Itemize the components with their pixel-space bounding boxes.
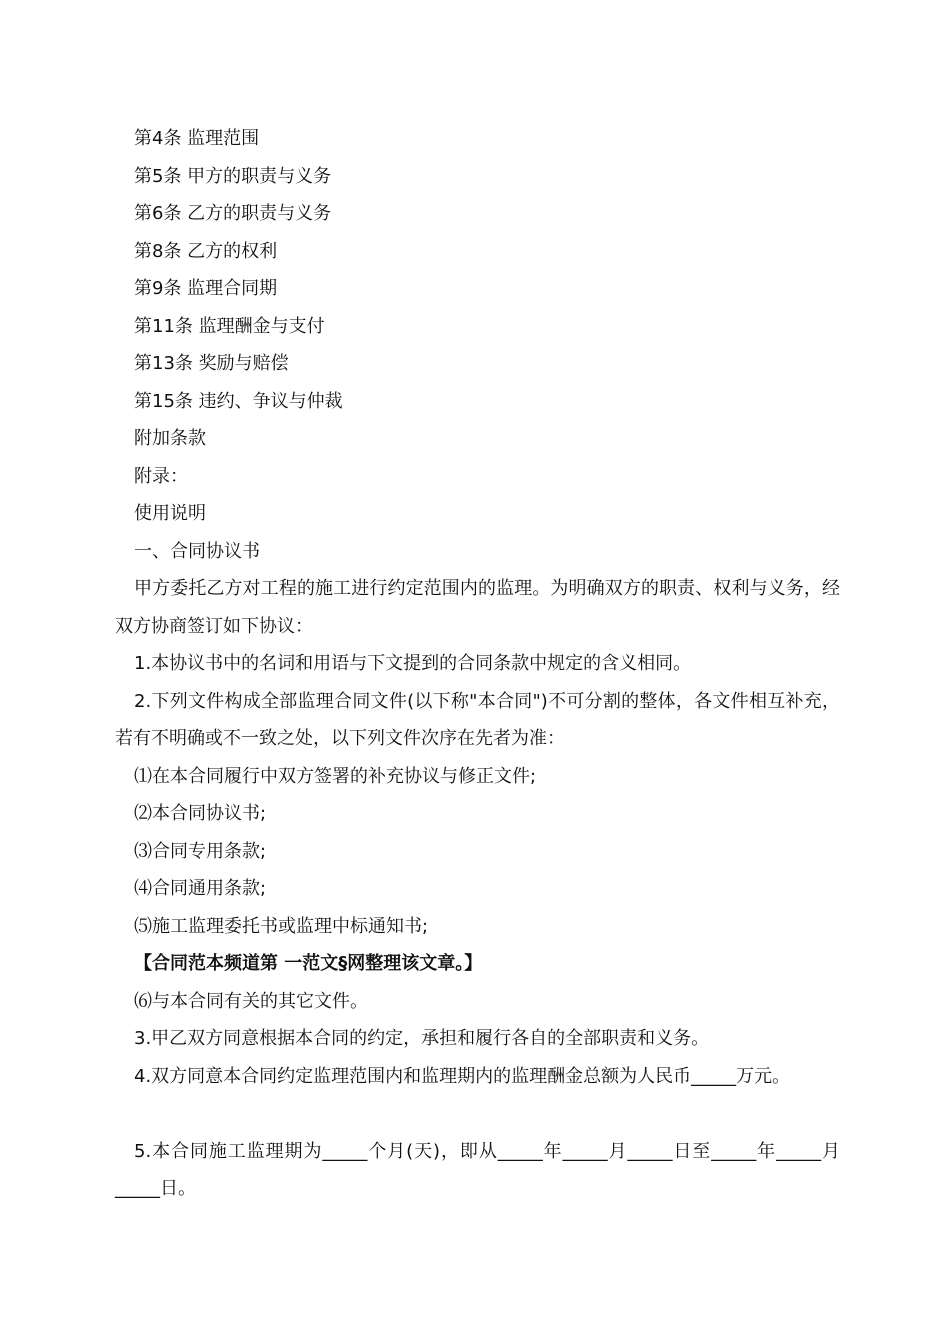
- toc-item: 第13条 奖励与赔偿: [134, 353, 289, 374]
- toc-item: 第6条 乙方的职责与义务: [134, 203, 332, 224]
- clause-3: 3.甲乙双方同意根据本合同的约定，承担和履行各自的全部职责和义务。: [134, 1028, 710, 1049]
- doc-item: ⑴在本合同履行中双方签署的补充协议与修正文件;: [134, 765, 537, 787]
- clause-2: 2.下列文件构成全部监理合同文件(以下称"本合同")不可分割的整体，各文件相互补充，若有不明确或不一致之处，以下列文件次序在先者为准：: [115, 690, 840, 749]
- doc-item: ⑹与本合同有关的其它文件。: [134, 990, 368, 1012]
- doc-item: ⑷合同通用条款;: [134, 878, 267, 899]
- clause-5: 5.本合同施工监理期为_____个月(天)，即从_____年_____月_____日至_____年_____月_____日。: [115, 1140, 840, 1199]
- doc-item: ⑸施工监理委托书或监理中标通知书;: [134, 915, 429, 937]
- toc-item: 第11条 监理酬金与支付: [134, 315, 325, 337]
- toc-item: 第8条 乙方的权利: [134, 240, 278, 262]
- toc-item: 第9条 监理合同期: [134, 278, 278, 299]
- doc-item: ⑵本合同协议书;: [134, 803, 267, 824]
- toc-item: 使用说明: [134, 503, 206, 524]
- clause-4: 4.双方同意本合同约定监理范围内和监理期内的监理酬金总额为人民币_____万元。: [134, 1065, 791, 1087]
- document-body: [0, 120, 950, 1208]
- clause-1: 1.本协议书中的名词和用语与下文提到的合同条款中规定的含义相同。: [134, 653, 692, 674]
- blank-line: [0, 1095, 950, 1133]
- toc-item: 第5条 甲方的职责与义务: [134, 165, 332, 187]
- toc-item: 附录：: [134, 465, 188, 487]
- toc-item: 附加条款: [134, 428, 206, 449]
- notice-line: 【合同范本频道第 一范文§网整理该文章。】: [134, 953, 483, 974]
- doc-item: ⑶合同专用条款;: [134, 840, 267, 862]
- toc-item: 第15条 违约、争议与仲裁: [134, 390, 343, 412]
- section-title: 一、合同协议书: [134, 540, 260, 562]
- toc-item: 第4条 监理范围: [134, 128, 260, 149]
- intro-paragraph: 甲方委托乙方对工程的施工进行约定范围内的监理。为明确双方的职责、权利与义务，经双方协商签订如下协议：: [115, 578, 840, 637]
